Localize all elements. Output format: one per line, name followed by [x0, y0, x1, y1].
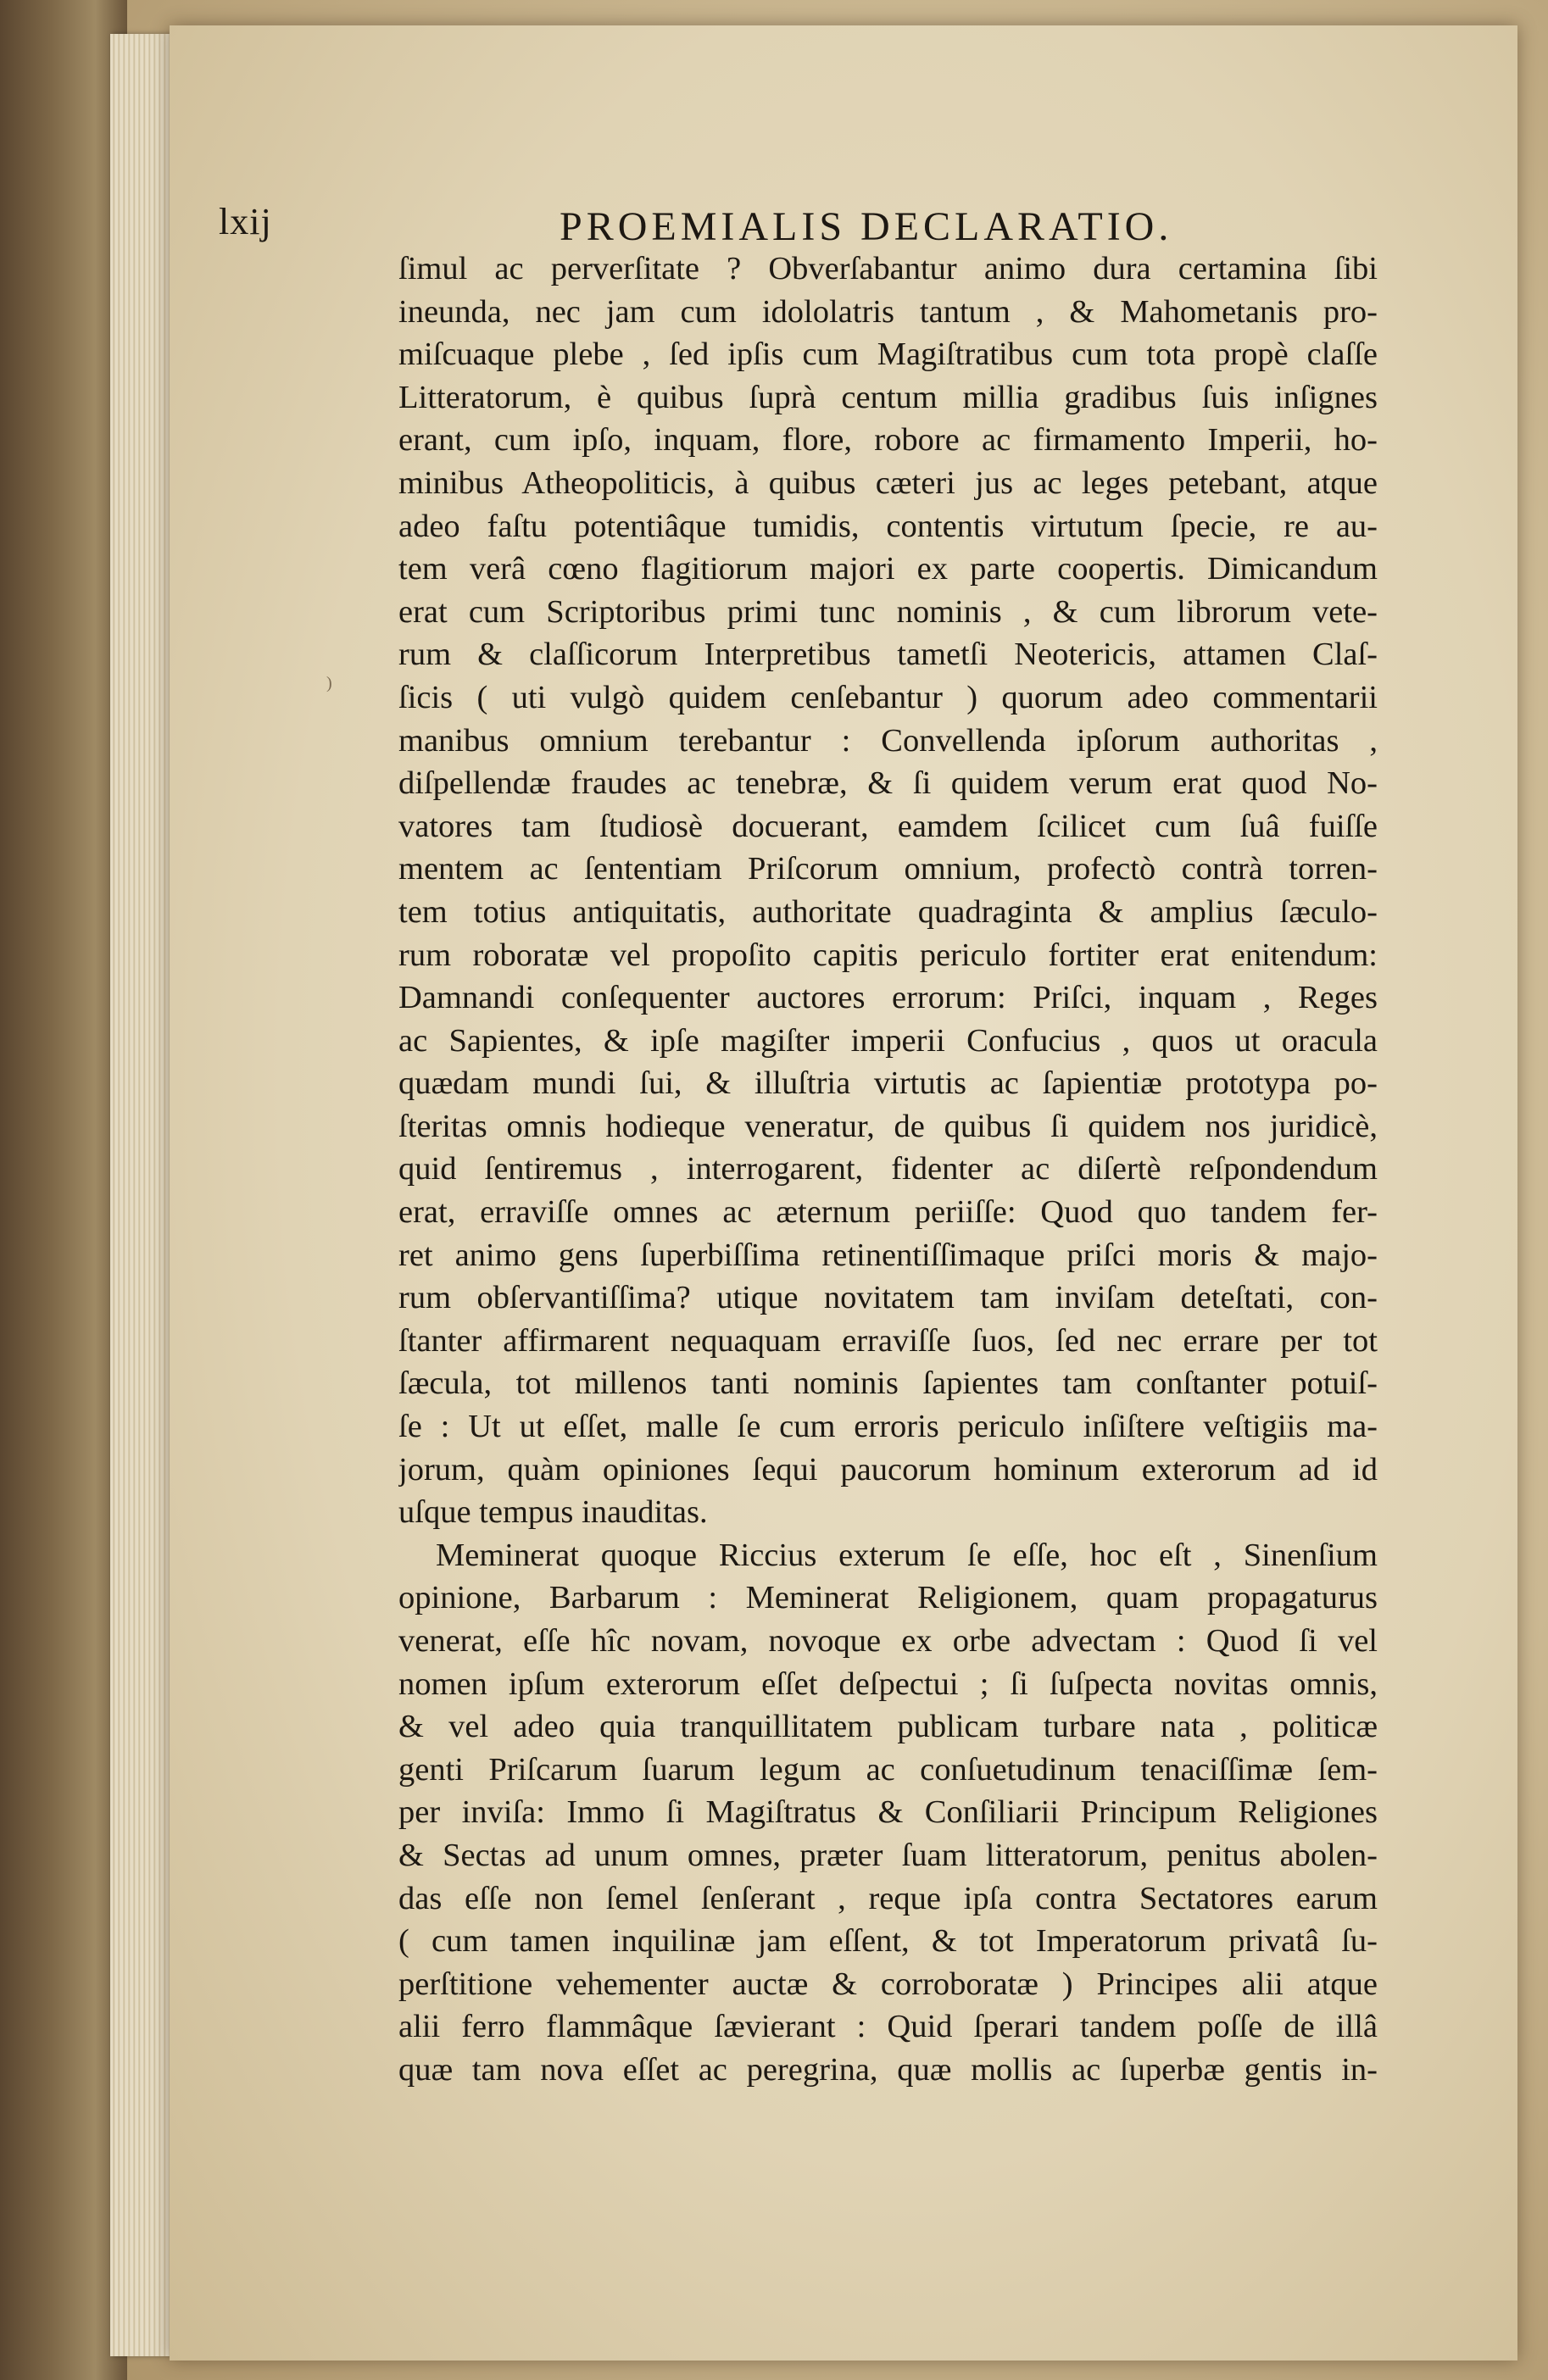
- body-text: [398, 247, 1378, 2092]
- text-line: rum & claſſicorum Interpretibus tametſi Neotericis, attamen Claſ-: [398, 637, 1378, 673]
- text-line: quæ tam nova eſſet ac peregrina, quæ mollis ac ſuperbæ gentis in-: [398, 2051, 1378, 2088]
- text-line: quid ſentiremus , interrogarent, fidenter ac diſertè reſpondendum: [398, 1151, 1378, 1187]
- text-line: ineunda, nec jam cum idololatris tantum , & Mahometanis pro-: [398, 293, 1378, 330]
- text-line: perſtitione vehementer auctæ & corroboratæ ) Principes alii atque: [398, 1966, 1378, 2002]
- text-line: Litteratorum, è quibus ſuprà centum millia gradibus ſuis inſignes: [398, 379, 1378, 415]
- text-line: diſpellendæ fraudes ac tenebræ, & ſi quidem verum erat quod No-: [398, 765, 1378, 802]
- text-line: genti Priſcarum ſuarum legum ac conſuetudinum tenaciſſimæ ſem-: [398, 1751, 1378, 1788]
- text-line: ſicis ( uti vulgò quidem cenſebantur ) quorum adeo commentarii: [398, 679, 1378, 715]
- book-cover-edge: [0, 0, 127, 2380]
- text-line: quædam mundi ſui, & illuſtria virtutis ac ſapientiæ prototypa po-: [398, 1065, 1378, 1102]
- page-header: [219, 180, 1355, 256]
- text-line: erat cum Scriptoribus primi tunc nominis , & cum librorum vete-: [398, 593, 1378, 630]
- text-line: Damnandi conſequenter auctores errorum: Priſci, inquam , Reges: [398, 980, 1378, 1016]
- text-line: erant, cum ipſo, inquam, flore, robore ac firmamento Imperii, ho-: [398, 422, 1378, 459]
- text-line: ſtanter affirmarent nequaquam erraviſſe ſuos, ſed nec errare per tot: [398, 1322, 1378, 1359]
- text-line: nomen ipſum exterorum eſſet deſpectui ; ſi ſuſpecta novitas omnis,: [398, 1665, 1378, 1702]
- text-line: jorum, quàm opiniones ſequi paucorum hominum exterorum ad id: [398, 1451, 1378, 1488]
- text-line: uſque tempus inauditas.: [398, 1494, 708, 1531]
- page-number: lxij: [219, 201, 272, 242]
- text-line: rum roboratæ vel propoſito capitis periculo fortiter erat enitendum:: [398, 937, 1378, 973]
- text-line: das eſſe non ſemel ſenſerant , reque ipſa contra Sectatores earum: [398, 1880, 1378, 1916]
- text-line: ſimul ac perverſitate ? Obverſabantur animo dura certamina ſibi: [398, 251, 1378, 286]
- text-line: ſæcula, tot millenos tanti nominis ſapientes tam conſtanter potuiſ-: [398, 1365, 1378, 1402]
- text-line: manibus omnium terebantur : Convellenda ipſorum authoritas ,: [398, 722, 1378, 759]
- text-line: Meminerat quoque Riccius exterum ſe eſſe, hoc eſt , Sinenſium: [436, 1537, 1378, 1573]
- text-line: ac Sapientes, & ipſe magiſter imperii Confucius , quos ut oracula: [398, 1022, 1378, 1059]
- text-line: ( cum tamen inquilinæ jam eſſent, & tot Imperatorum privatâ ſu-: [398, 1923, 1378, 1960]
- text-line: minibus Atheopoliticis, à quibus cæteri jus ac leges petebant, atque: [398, 464, 1378, 501]
- text-line: miſcuaque plebe , ſed ipſis cum Magiſtratibus cum tota propè claſſe: [398, 336, 1378, 373]
- text-line: venerat, eſſe hîc novam, novoque ex orbe advectam : Quod ſi vel: [398, 1623, 1378, 1659]
- text-line: vatores tam ſtudiosè docuerant, eamdem ſcilicet cum ſuâ fuiſſe: [398, 808, 1378, 844]
- margin-mark: ): [326, 674, 332, 692]
- running-title: PROEMIALIS DECLARATIO.: [560, 204, 1173, 249]
- text-line: & Sectas ad unum omnes, præter ſuam litteratorum, penitus abolen-: [398, 1837, 1378, 1873]
- text-line: per inviſa: Immo ſi Magiſtratus & Conſiliarii Principum Religiones: [398, 1794, 1378, 1831]
- text-line: ſe : Ut ut eſſet, malle ſe cum erroris periculo inſiſtere veſtigiis ma-: [398, 1409, 1378, 1445]
- text-line: rum obſervantiſſima? utique novitatem tam inviſam deteſtati, con-: [398, 1280, 1378, 1316]
- text-line: mentem ac ſententiam Priſcorum omnium, profectò contrà torren-: [398, 851, 1378, 887]
- text-line: erat, erraviſſe omnes ac æternum periiſſe: Quod quo tandem fer-: [398, 1194, 1378, 1231]
- text-line: ret animo gens ſuperbiſſima retinentiſſimaque priſci moris & majo-: [398, 1237, 1378, 1273]
- text-line: ſteritas omnis hodieque veneratur, de quibus ſi quidem nos juridicè,: [398, 1108, 1378, 1144]
- text-line: tem totius antiquitatis, authoritate quadraginta & amplius ſæculo-: [398, 893, 1378, 930]
- text-line: opinione, Barbarum : Meminerat Religionem, quam propagaturus: [398, 1580, 1378, 1616]
- text-line: adeo faſtu potentiâque tumidis, contentis virtutum ſpecie, re au-: [398, 508, 1378, 544]
- text-line: tem verâ cœno flagitiorum majori ex parte coopertis. Dimicandum: [398, 551, 1378, 587]
- text-line: alii ferro flammâque ſævierant : Quid ſperari tandem poſſe de illâ: [398, 2009, 1378, 2045]
- text-line: & vel adeo quia tranquillitatem publicam turbare nata , politicæ: [398, 1709, 1378, 1745]
